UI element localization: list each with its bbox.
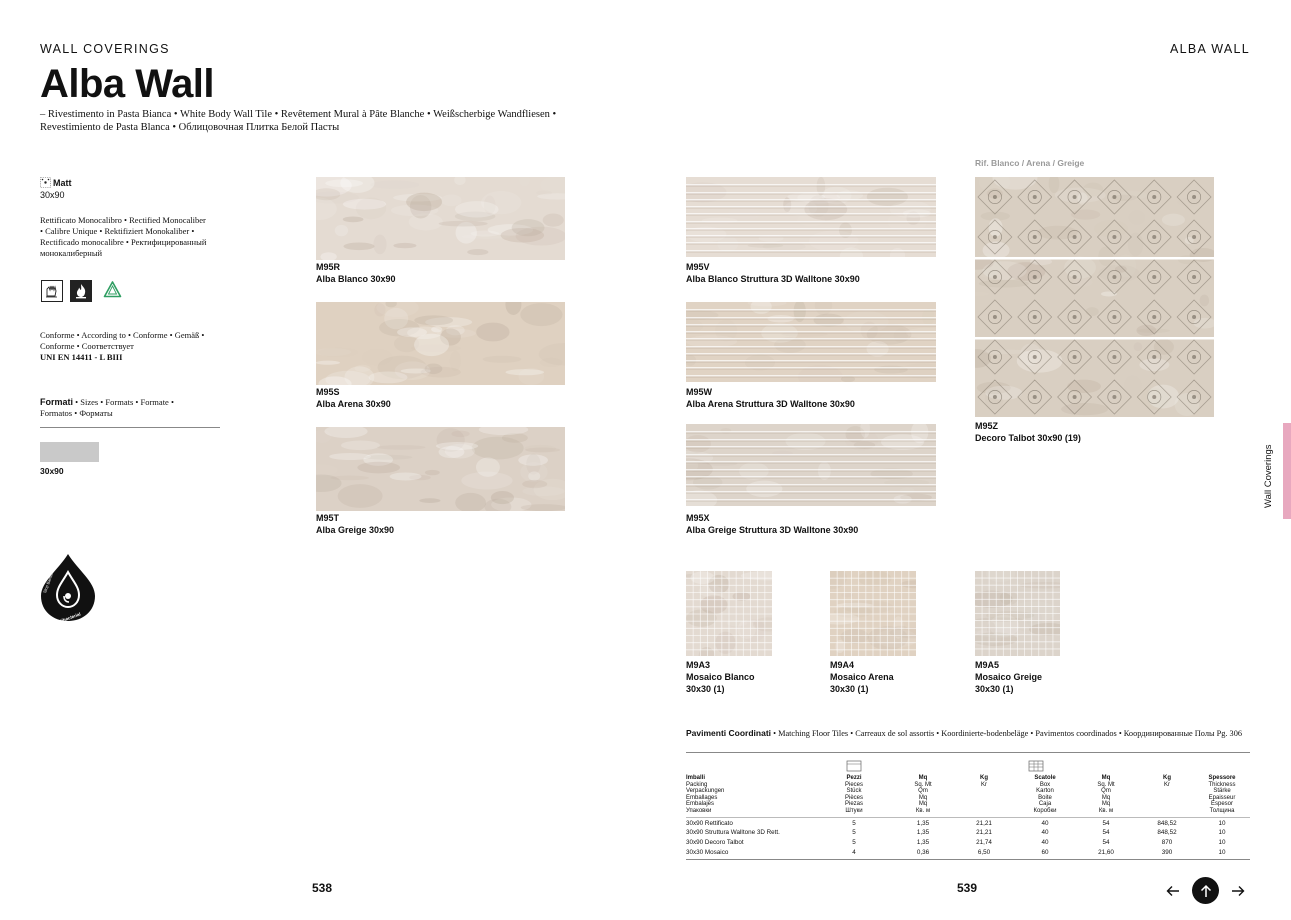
product-caption: M95X Alba Greige Struttura 3D Walltone 30x90 — [686, 513, 859, 535]
finish-spec — [40, 177, 72, 200]
product-caption: M95W Alba Arena Struttura 3D Walltone 30x90 — [686, 387, 855, 409]
tile-m9a4[interactable] — [830, 571, 916, 656]
page-title: Alba Wall — [40, 62, 215, 106]
table-cell: 390 — [1161, 848, 1173, 856]
next-page-button[interactable] — [1228, 881, 1248, 901]
product-caption: M95S Alba Arena 30x90 — [316, 387, 391, 409]
table-cell: 870 — [1161, 838, 1173, 846]
pallet-icon — [846, 760, 862, 772]
finish-label: Matt — [53, 177, 72, 188]
fire-icon — [70, 280, 92, 302]
table-cell: 21,60 — [1098, 848, 1114, 856]
table-cell: 5 — [852, 838, 856, 846]
product-caption: M95T Alba Greige 30x90 — [316, 513, 395, 535]
tile-m95x[interactable] — [686, 424, 936, 506]
table-header: Kg Kr — [1163, 775, 1171, 788]
table-cell: 21,74 — [976, 838, 992, 846]
table-cell: 40 — [1041, 838, 1049, 846]
product-caption: M9A4 Mosaico Arena 30x30 (1) — [830, 660, 894, 694]
table-header: Mq Sq. Mt Qm Mq Mq Кв. м — [914, 775, 932, 814]
table-cell: 30x90 Struttura Walltone 3D Rett. — [686, 829, 780, 837]
product-caption: M9A3 Mosaico Blanco 30x30 (1) — [686, 660, 755, 694]
recycle-icon — [101, 279, 123, 301]
conformity-text: Conforme • According to • Conforme • Gemäß • Conforme • Соответствует UNI EN 14411 - L BIII — [40, 330, 240, 363]
pallet-icon — [1028, 760, 1044, 772]
prev-page-button[interactable] — [1163, 881, 1183, 901]
table-cell: 848,52 — [1157, 829, 1177, 837]
section-kicker: WALL COVERINGS — [40, 42, 170, 56]
format-size-label: 30x90 — [40, 466, 64, 476]
table-row — [686, 847, 1250, 857]
table-cell: 1,35 — [916, 829, 930, 837]
divider — [40, 427, 220, 428]
product-caption: M9A5 Mosaico Greige 30x30 (1) — [975, 660, 1043, 694]
tile-m95z[interactable] — [975, 177, 1214, 417]
gloves-icon — [41, 280, 63, 302]
table-cell: 40 — [1041, 829, 1049, 837]
antibacterial-badge: Stop Bacteria Antibacterial — [40, 552, 96, 622]
table-cell: 10 — [1218, 819, 1226, 827]
tile-m95t[interactable] — [316, 427, 565, 511]
arrow-up-icon — [1200, 884, 1212, 898]
table-header: Pezzi Pieces Stück Pièces Piezas Штуки — [844, 775, 863, 814]
table-row — [686, 837, 1250, 847]
side-tab-label: Wall Coverings — [1263, 444, 1274, 508]
formats-heading: Formati • Sizes • Formats • Formate • Formatos • Форматы — [40, 397, 174, 418]
format-swatch — [40, 442, 99, 462]
standard-label: UNI EN 14411 - L BIII — [40, 352, 123, 362]
table-top-rule — [686, 752, 1250, 753]
top-button[interactable] — [1192, 877, 1219, 904]
rectified-text: Rettificato Monocalibro • Rectified Monocaliber • Calibre Unique • Rektifiziert Monokaliber • Rectificado monocalibre • Ректифицированный монокалиберный — [40, 215, 207, 258]
table-header: Kg Kr — [980, 775, 988, 788]
tile-m95v[interactable] — [686, 177, 936, 257]
table-cell: 54 — [1102, 819, 1110, 827]
table-cell: 848,52 — [1157, 819, 1177, 827]
table-cell: 1,35 — [916, 838, 930, 846]
floor-tiles-line: Pavimenti Coordinati • Matching Floor Tiles • Carreaux de sol assortis • Koordinierte-bodenbeläge • Pavimentos coordinados • Координированные Полы Pg. 306 — [686, 728, 1242, 738]
tile-m95r[interactable] — [316, 177, 565, 260]
table-cell: 40 — [1041, 819, 1049, 827]
tile-m9a3[interactable] — [686, 571, 772, 656]
table-cell: 10 — [1218, 829, 1226, 837]
size-label: 30x90 — [40, 190, 65, 200]
table-mid-rule — [686, 817, 1250, 818]
product-caption: M95Z Decoro Talbot 30x90 (19) — [975, 421, 1081, 443]
table-cell: 6,50 — [977, 848, 991, 856]
table-header: Spessore Thickness Stärke Epaisseur Espesor Толщина — [1208, 775, 1236, 814]
tile-m95s[interactable] — [316, 302, 565, 385]
grid-icon — [40, 177, 51, 188]
collection-kicker: ALBA WALL — [1169, 42, 1250, 56]
table-header: Mq Sq. Mt Qm Mq Mq Кв. м — [1097, 775, 1115, 814]
product-caption: M95V Alba Blanco Struttura 3D Walltone 30x90 — [686, 262, 860, 284]
table-cell: 30x30 Mosaico — [686, 848, 729, 856]
arrow-left-icon — [1166, 885, 1180, 897]
table-cell: 10 — [1218, 848, 1226, 856]
arrow-right-icon — [1231, 885, 1245, 897]
table-cell: 21,21 — [976, 829, 992, 837]
page-number-right: 539 — [957, 881, 978, 895]
table-cell: 60 — [1041, 848, 1049, 856]
packing-table — [686, 775, 1250, 856]
product-caption: M95R Alba Blanco 30x90 — [316, 262, 396, 284]
table-cell: 1,35 — [916, 819, 930, 827]
table-cell: 5 — [852, 819, 856, 827]
table-cell: 4 — [852, 848, 856, 856]
table-bottom-rule — [686, 859, 1250, 860]
table-cell: 54 — [1102, 838, 1110, 846]
side-tab-marker — [1283, 423, 1291, 519]
decor-ref: Rif. Blanco / Arena / Greige — [975, 158, 1085, 168]
table-cell: 30x90 Decoro Talbot — [686, 838, 744, 846]
table-cell: 0,36 — [916, 848, 930, 856]
table-header: Imballi Packing Verpackungen Emballages Embalajes Упаковки — [686, 775, 725, 814]
page-number-left: 538 — [312, 881, 333, 895]
tile-m95w[interactable] — [686, 302, 936, 382]
table-cell: 30x90 Rettificato — [686, 819, 733, 827]
tile-m9a5[interactable] — [975, 571, 1060, 656]
table-row — [686, 827, 1250, 837]
table-cell: 21,21 — [976, 819, 992, 827]
table-cell: 10 — [1218, 838, 1226, 846]
table-cell: 54 — [1102, 829, 1110, 837]
subtitle: – Rivestimento in Pasta Bianca • White Body Wall Tile • Revêtement Mural à Pâte Blanche • Weißscherbige Wandfliesen • Revestimiento de Pasta Blanca • Облицовочная Плитка Белой Пасты — [40, 109, 557, 133]
table-cell: 5 — [852, 829, 856, 837]
table-header: Scatole Box Karton Boite Caja Коробки — [1033, 775, 1057, 814]
